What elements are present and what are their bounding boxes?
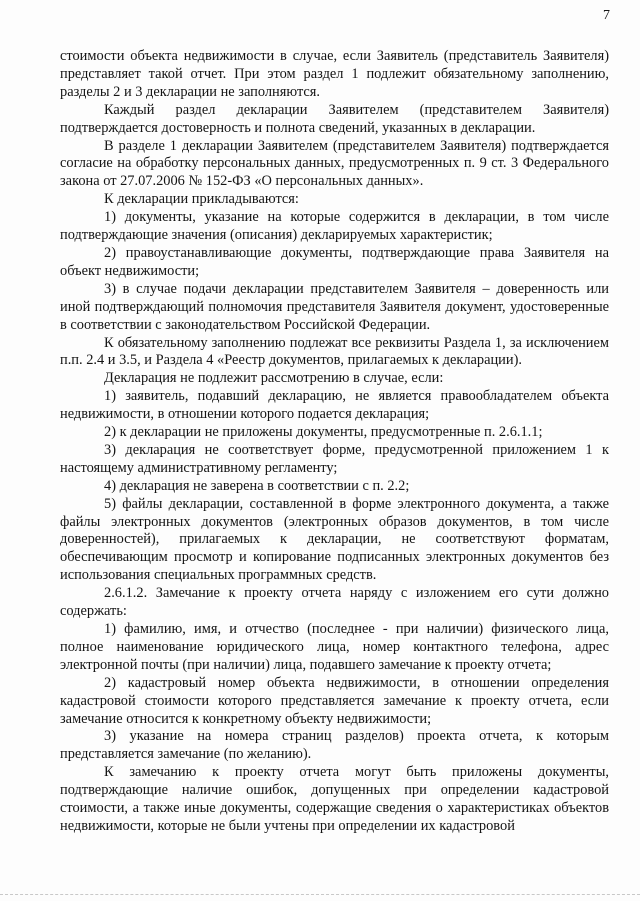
list-item: 3) в случае подачи декларации представителем Заявителя – доверенность или иной подтверждающий полномочия представителя Заявителя документ, удостоверенные в соответствии с законодательством Российской Федерации. (60, 280, 609, 333)
list-item: 2) к декларации не приложены документы, предусмотренные п. 2.6.1.1; (104, 424, 543, 441)
list-item: 2) правоустанавливающие документы, подтверждающие права Заявителя на объект недвижимости; (60, 244, 609, 279)
list-item: 4) декларация не заверена в соответствии с п. 2.2; (104, 477, 410, 494)
paragraph: К обязательному заполнению подлежат все реквизиты Раздела 1, за исключением п.п. 2.4 и 3.5, и Раздела 4 «Реестр документов, прилагаемых к декларации). (60, 334, 609, 369)
paragraph: Каждый раздел декларации Заявителем (представителем Заявителя) подтверждается достоверность и полнота сведений, указанных в декларации. (60, 101, 609, 136)
scan-edge-line (0, 894, 640, 895)
section-heading-paragraph: 2.6.1.2. Замечание к проекту отчета наряду с изложением его сути должно содержать: (60, 585, 609, 620)
paragraph: В разделе 1 декларации Заявителем (представителем Заявителя) подтверждается согласие на обработку персональных данных, предусмотренных п. 9 ст. 3 Федерального закона от 27.07.2006 № 152-ФЗ «О персональных данных». (60, 137, 609, 190)
list-item: 1) заявитель, подавший декларацию, не является правообладателем объекта недвижимости, в отношении которого подается декларация; (60, 388, 609, 423)
list-item: 3) указание на номера страниц разделов) проекта отчета, к которым представляется замечание (по желанию). (60, 728, 609, 763)
paragraph: Декларация не подлежит рассмотрению в случае, если: (104, 370, 444, 387)
paragraph: К замечанию к проекту отчета могут быть приложены документы, подтверждающие наличие ошибок, допущенных при определении кадастровой стоимости, а также иные документы, содержащие сведения о характеристиках объектов недвижимости, которые не были учтены при определении их кадастровой (60, 764, 609, 834)
page-number: 7 (603, 8, 610, 23)
paragraph: К декларации прикладываются: (104, 191, 299, 208)
document-body (60, 48, 609, 836)
list-item: 1) документы, указание на которые содержится в декларации, в том числе подтверждающие значения (описания) декларируемых характеристик; (60, 209, 609, 244)
list-item: 1) фамилию, имя, и отчество (последнее - при наличии) физического лица, полное наименование юридического лица, номер контактного телефона, адрес электронной почты (при наличии) лица, подавшего замечание к проекту отчета; (60, 621, 609, 673)
list-item: 3) декларация не соответствует форме, предусмотренной приложением 1 к настоящему административному регламенту; (60, 441, 609, 476)
list-item: 5) файлы декларации, составленной в форме электронного документа, а также файлы электронных документов (электронных образов документов, в том числе доверенностей), прилагаемых к декларации, не соответствуют форматам, обеспечивающим просмотр и копирование подписанных электронных документов без использования специальных программных средств. (60, 495, 609, 584)
paragraph: стоимости объекта недвижимости в случае, если Заявитель (представитель Заявителя) представляет такой отчет. При этом раздел 1 подлежит обязательному заполнению, разделы 2 и 3 декларации не заполняются. (60, 48, 609, 100)
list-item: 2) кадастровый номер объекта недвижимости, в отношении определения кадастровой стоимости которого представляется замечание к проекту отчета, если замечание относится к конкретному объекту недвижимости; (60, 674, 609, 727)
